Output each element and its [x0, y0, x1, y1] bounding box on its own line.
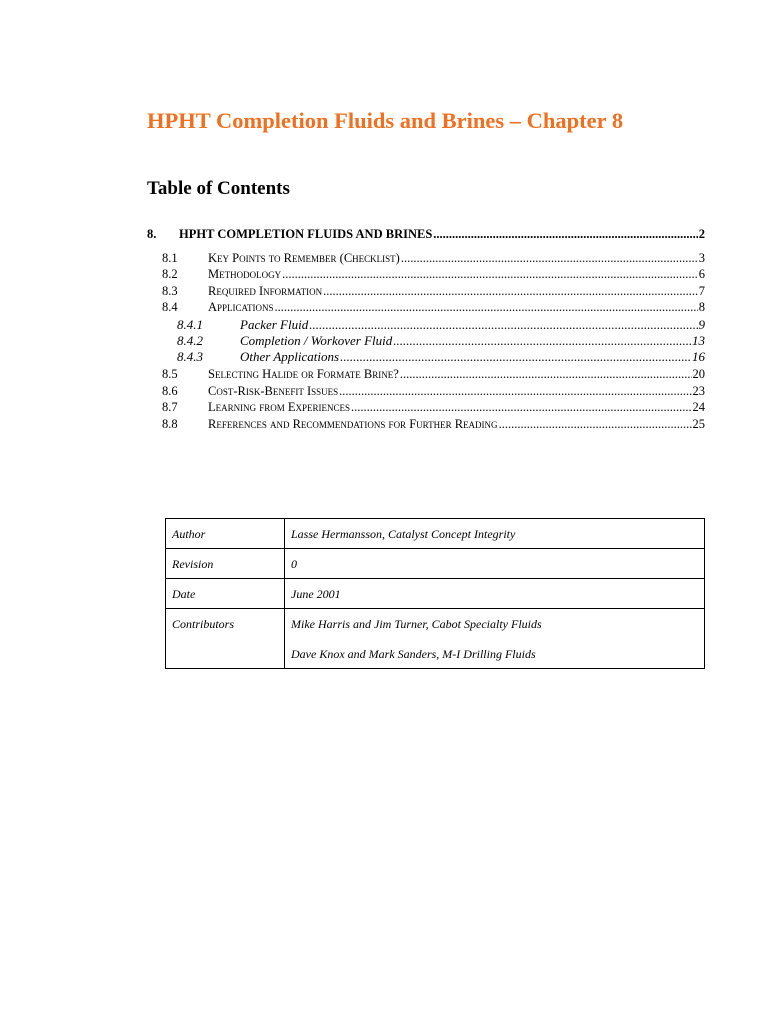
toc-dot-leader: [499, 417, 692, 432]
toc-entry-page: 8: [698, 300, 705, 314]
info-value-revision: [285, 549, 705, 579]
toc-entry-number: 8.7: [162, 400, 178, 414]
toc-entry-number: 8.3: [162, 284, 178, 298]
toc-entry-8-1[interactable]: [162, 251, 705, 266]
toc-entry-8-2[interactable]: [162, 267, 705, 282]
toc-entry-8-7[interactable]: [162, 400, 705, 415]
toc-entry-number: 8.4.1: [177, 317, 203, 332]
toc-entry-number: 8.2: [162, 267, 178, 281]
toc-entry-page: 2: [698, 227, 705, 241]
info-label-revision: Revision: [166, 549, 285, 579]
info-value-author: [285, 519, 705, 549]
table-row: [166, 549, 705, 579]
toc-entry-8-4[interactable]: [162, 300, 705, 315]
toc-entry-number: 8.6: [162, 384, 178, 398]
toc-entry-title: Selecting Halide or Formate Brine?: [208, 367, 399, 381]
toc-entry-number: 8.4.2: [177, 333, 203, 348]
toc-heading: Table of Contents: [147, 178, 290, 199]
toc-dot-leader: [400, 367, 692, 382]
info-label-date: Date: [166, 579, 285, 609]
toc-entry-8-4-3[interactable]: [177, 349, 705, 365]
toc-entry-page: 24: [692, 400, 705, 414]
toc-entry-8-5[interactable]: [162, 367, 705, 382]
toc-entry-title: Learning from Experiences: [208, 400, 351, 414]
toc-dot-leader: [393, 333, 691, 349]
toc-entry-8-4-2[interactable]: [177, 333, 705, 349]
info-value-contributors: [285, 609, 705, 669]
toc-entry-page: 16: [692, 349, 705, 364]
toc-entry-number: 8.1: [162, 251, 178, 265]
toc-entry-8[interactable]: [147, 227, 705, 242]
info-label-author: Author: [166, 519, 285, 549]
toc-dot-leader: [275, 300, 698, 315]
info-label-contributors: Contributors: [166, 609, 285, 669]
toc-entry-page: 3: [698, 251, 705, 265]
toc-entry-title: HPHT COMPLETION FLUIDS AND BRINES: [179, 227, 433, 241]
toc-entry-number: 8.4: [162, 300, 178, 314]
table-row: [166, 519, 705, 549]
info-value-line: Lasse Hermansson, Catalyst Concept Integrity: [291, 527, 516, 541]
document-title: HPHT Completion Fluids and Brines – Chapter 8: [147, 108, 624, 133]
toc-entry-page: 20: [692, 367, 705, 381]
toc-entry-title: Completion / Workover Fluid: [240, 333, 393, 348]
toc-entry-title: References and Recommendations for Further Reading: [208, 417, 498, 431]
document-info-table: [165, 518, 705, 669]
toc-entry-number: 8.: [147, 227, 157, 241]
toc-entry-page: 23: [692, 384, 705, 398]
toc-dot-leader: [351, 400, 691, 415]
toc-entry-page: 6: [698, 267, 705, 281]
info-value-line: 0: [291, 557, 297, 571]
toc-dot-leader: [401, 251, 698, 266]
toc-entry-title: Required Information: [208, 284, 323, 298]
toc-entry-title: Methodology: [208, 267, 282, 281]
toc-entry-page: 7: [698, 284, 705, 298]
table-row: [166, 579, 705, 609]
toc-entry-title: Applications: [208, 300, 274, 314]
toc-dot-leader: [323, 284, 698, 299]
toc-entry-8-8[interactable]: [162, 417, 705, 432]
toc-dot-leader: [433, 227, 697, 242]
toc-entry-title: Other Applications: [240, 349, 340, 364]
toc-entry-8-4-1[interactable]: [177, 317, 705, 333]
toc-entry-number: 8.5: [162, 367, 178, 381]
toc-dot-leader: [282, 267, 698, 282]
toc-entry-8-6[interactable]: [162, 384, 705, 399]
toc-dot-leader: [339, 384, 691, 399]
toc-entry-page: 9: [698, 317, 705, 332]
toc-dot-leader: [340, 349, 691, 365]
info-value-date: [285, 579, 705, 609]
toc-entry-title: Cost-Risk-Benefit Issues: [208, 384, 339, 398]
table-row: [166, 609, 705, 669]
info-value-line: Dave Knox and Mark Sanders, M-I Drilling Fluids: [291, 647, 536, 661]
info-value-line: June 2001: [291, 587, 341, 601]
toc-entry-page: 25: [692, 417, 705, 431]
toc-entry-page: 13: [692, 333, 705, 348]
toc-entry-number: 8.8: [162, 417, 178, 431]
toc-entry-title: Key Points to Remember (Checklist): [208, 251, 400, 265]
info-value-line: Mike Harris and Jim Turner, Cabot Specialty Fluids: [291, 617, 542, 631]
toc-entry-title: Packer Fluid: [240, 317, 309, 332]
toc-entry-number: 8.4.3: [177, 349, 203, 364]
toc-entry-8-3[interactable]: [162, 284, 705, 299]
toc-dot-leader: [309, 317, 697, 333]
